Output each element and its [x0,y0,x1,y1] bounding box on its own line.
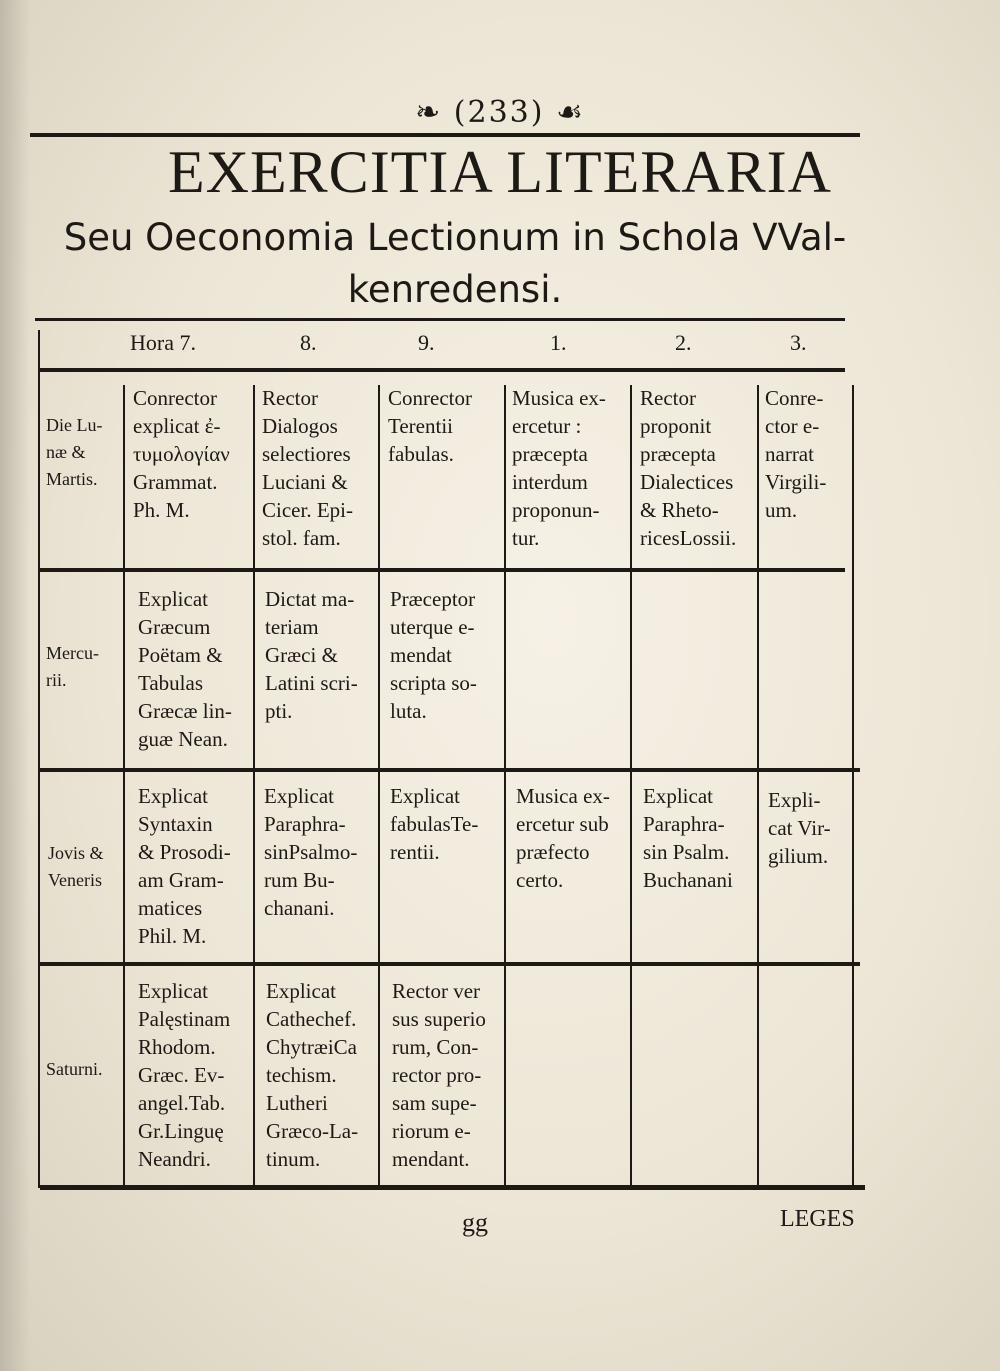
header-8: 8. [300,330,317,355]
left-ornament: ❧ [415,95,454,130]
cell-r1-c5: Rector proponit præcepta Dialectices & Rheto- ricesLossii. [640,386,737,550]
table-rule-header [40,368,845,372]
table-rule-bottom [40,1185,865,1190]
day-mercurii: Mercu- rii. [46,643,99,690]
header-1: 1. [550,330,567,355]
header-hora: Hora 7. [130,330,196,355]
signature-mark: gg [462,1208,488,1237]
col-divider-6 [757,385,759,1185]
day-jovis-veneris: Jovis & Veneris [48,843,104,890]
subtitle-line-1: Seu Oeconomia Lectionum in Schola VVal- [63,216,847,259]
cell-r4-c3: Rector ver sus superio rum, Con- rector pro- sam supe- riorum e- mendant. [392,979,486,1171]
top-rule [30,133,860,137]
cell-r3-c5: Explicat Paraphra- sin Psalm. Buchanani [643,784,733,892]
col-divider-1 [123,385,125,1185]
cell-r4-c2: Explicat Cathechef. ChytræiCa techism. Lutheri Græco-La- tinum. [266,979,359,1171]
cell-r1-c3: Conrector Terentii fabulas. [388,386,472,466]
page-number-text: (233) [453,95,545,130]
cell-r3-c3: Explicat fabulasTe- rentii. [390,784,479,864]
col-divider-2 [253,385,255,1185]
cell-r2-c1: Explicat Græcum Poëtam & Tabulas Græcæ lin- guæ Nean. [138,587,232,751]
header-9: 9. [418,330,435,355]
subtitle-line-2: kenredensi. [347,268,563,311]
cell-r3-c1: Explicat Syntaxin & Prosodi- am Gram- matices Phil. M. [138,784,231,948]
col-divider-5 [630,385,632,1185]
cell-r3-c4: Musica ex- ercetur sub præfecto certo. [516,784,610,892]
cell-r3-c6: Expli- cat Vir- gilium. [768,788,831,868]
table-rule-row3 [40,962,860,966]
catchword: LEGES [780,1206,855,1232]
cell-r1-c1: Conrector explicat ἐ- τυμολογίαν Grammat. Ph. M. [133,386,230,522]
cell-r4-c1: Explicat Palęstinam Rhodom. Græc. Ev- angel.Tab. Gr.Linguę Neandri. [138,979,231,1171]
cell-r2-c3: Præceptor uterque e- mendat scripta so- luta. [390,587,477,723]
day-saturni: Saturni. [46,1059,103,1079]
page-number [0,95,1000,130]
col-divider-4 [504,385,506,1185]
table-border-left [38,330,40,1188]
table-rule-row1 [40,568,845,572]
cell-r1-c2: Rector Dialogos selectiores Luciani & Cicer. Epi- stol. fam. [262,386,353,550]
header-3: 3. [790,330,807,355]
table-rule-top [35,318,845,321]
page-subtitle [30,212,880,316]
cell-r1-c4: Musica ex- ercetur : præcepta interdum proponun- tur. [512,386,606,550]
day-luna-martis: Die Lu- næ & Martis. [46,415,103,489]
table-rule-row2 [40,768,860,772]
right-ornament: ☙ [544,95,585,130]
cell-r1-c6: Conre- ctor e- narrat Virgili- um. [765,386,827,522]
page-title: EXERCITIA LITERARIA [168,139,832,205]
cell-r2-c2: Dictat ma- teriam Græci & Latini scri- pti. [265,587,358,723]
col-divider-3 [378,385,380,1185]
cell-r3-c2: Explicat Paraphra- sinPsalmo- rum Bu- chanani. [264,784,358,920]
header-2: 2. [675,330,692,355]
table-border-right [852,385,854,1185]
